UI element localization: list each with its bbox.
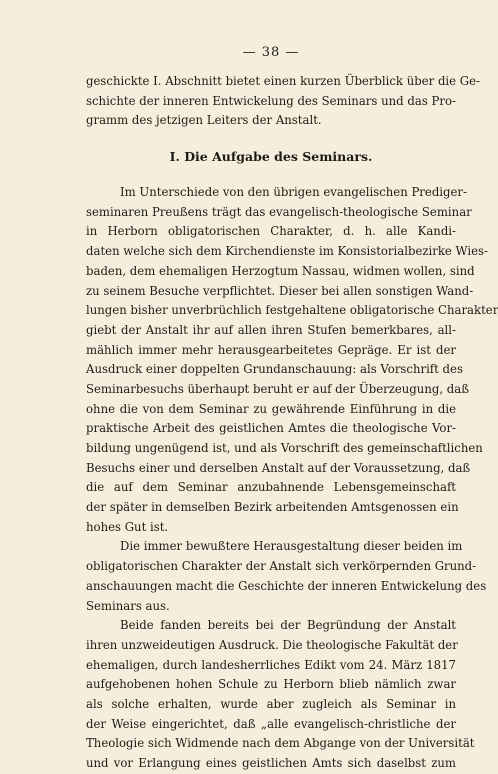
text-line: geschickte I. Abschnitt bietet einen kurzen Überblick über die Ge-: [86, 74, 481, 88]
text-line: gramm des jetzigen Leiters der Anstalt.: [86, 113, 322, 128]
paragraph-1: [86, 183, 498, 537]
text-line: Ausdruck einer doppelten Grundanschauung: als Vorschrift des: [86, 362, 463, 377]
intro-paragraph: [86, 72, 481, 131]
text-line: ihren unzweideutigen Ausdruck. Die theologische Fakultät der: [86, 637, 458, 652]
text-line: seminaren Preußens trägt das evangelisch-theologische Seminar: [86, 204, 472, 219]
section-heading: I. Die Aufgabe des Seminars.: [169, 149, 373, 165]
text-line: aufgehobenen hohen Schule zu Herborn blieb nämlich zwar: [86, 677, 456, 692]
text-line: als solche erhalten, wurde aber zugleich als Seminar in: [86, 696, 456, 711]
text-line: ohne die von dem Seminar zu gewährende Einführung in die: [86, 401, 456, 416]
text-line: Die immer bewußtere Herausgestaltung dieser beiden im: [120, 539, 463, 554]
text-line: giebt der Anstalt ihr auf allen ihren Stufen bemerkbares, all-: [86, 322, 456, 337]
text-line: zu seinem Besuche verpflichtet. Dieser bei allen sonstigen Wand-: [86, 283, 474, 298]
text-line: Im Unterschiede von den übrigen evangelischen Prediger-: [120, 185, 467, 200]
text-line: Theologie sich Widmende nach dem Abgange von der Universität: [86, 736, 475, 751]
page-number: — 38 —: [242, 45, 300, 60]
text-line: mählich immer mehr herausgearbeitetes Gepräge. Er ist der: [86, 342, 456, 357]
paragraph-3: [86, 616, 475, 774]
text-line: in Herborn obligatorischen Charakter, d. h. alle Kandi-: [86, 224, 456, 239]
text-line: bildung ungenügend ist, und als Vorschrift des gemeinschaftlichen: [86, 441, 483, 455]
text-line: ehemaligen, durch landesherrliches Edikt vom 24. März 1817: [86, 657, 456, 672]
text-line: baden, dem ehemaligen Herzogtum Nassau, widmen wollen, sind: [86, 263, 475, 278]
text-line: die auf dem Seminar anzubahnende Lebensgemeinschaft: [86, 480, 456, 495]
text-line: Besuchs einer und derselben Anstalt auf der Voraussetzung, daß: [86, 460, 471, 475]
text-line: anschauungen macht die Geschichte der inneren Entwickelung des: [86, 578, 487, 593]
text-line: obligatorischen Charakter der Anstalt sich verkörpernden Grund-: [86, 559, 477, 574]
text-line: der später in demselben Bezirk arbeitenden Amtsgenossen ein: [86, 500, 459, 515]
text-line: praktische Arbeit des geistlichen Amtes die theologische Vor-: [86, 421, 456, 436]
text-line: Seminarbesuchs überhaupt beruht er auf der Überzeugung, daß: [86, 381, 470, 396]
page-content: [86, 42, 498, 774]
text-line: daten welche sich dem Kirchendienste im Konsistorialbezirke Wies-: [86, 244, 488, 259]
paragraph-2: [86, 537, 487, 616]
text-line: Beide fanden bereits bei der Begründung der Anstalt: [120, 618, 456, 633]
text-line: lungen bisher unverbrüchlich festgehaltene obligatorische Charakter: [86, 303, 498, 318]
text-line: und vor Erlangung eines geistlichen Amts sich daselbst zum: [86, 756, 456, 770]
text-line: der Weise eingerichtet, daß „alle evangelisch-christliche der: [86, 716, 456, 731]
text-line: Seminars aus.: [86, 598, 170, 613]
text-line: schichte der inneren Entwickelung des Seminars und das Pro-: [86, 93, 456, 108]
text-line: hohes Gut ist.: [86, 519, 169, 534]
